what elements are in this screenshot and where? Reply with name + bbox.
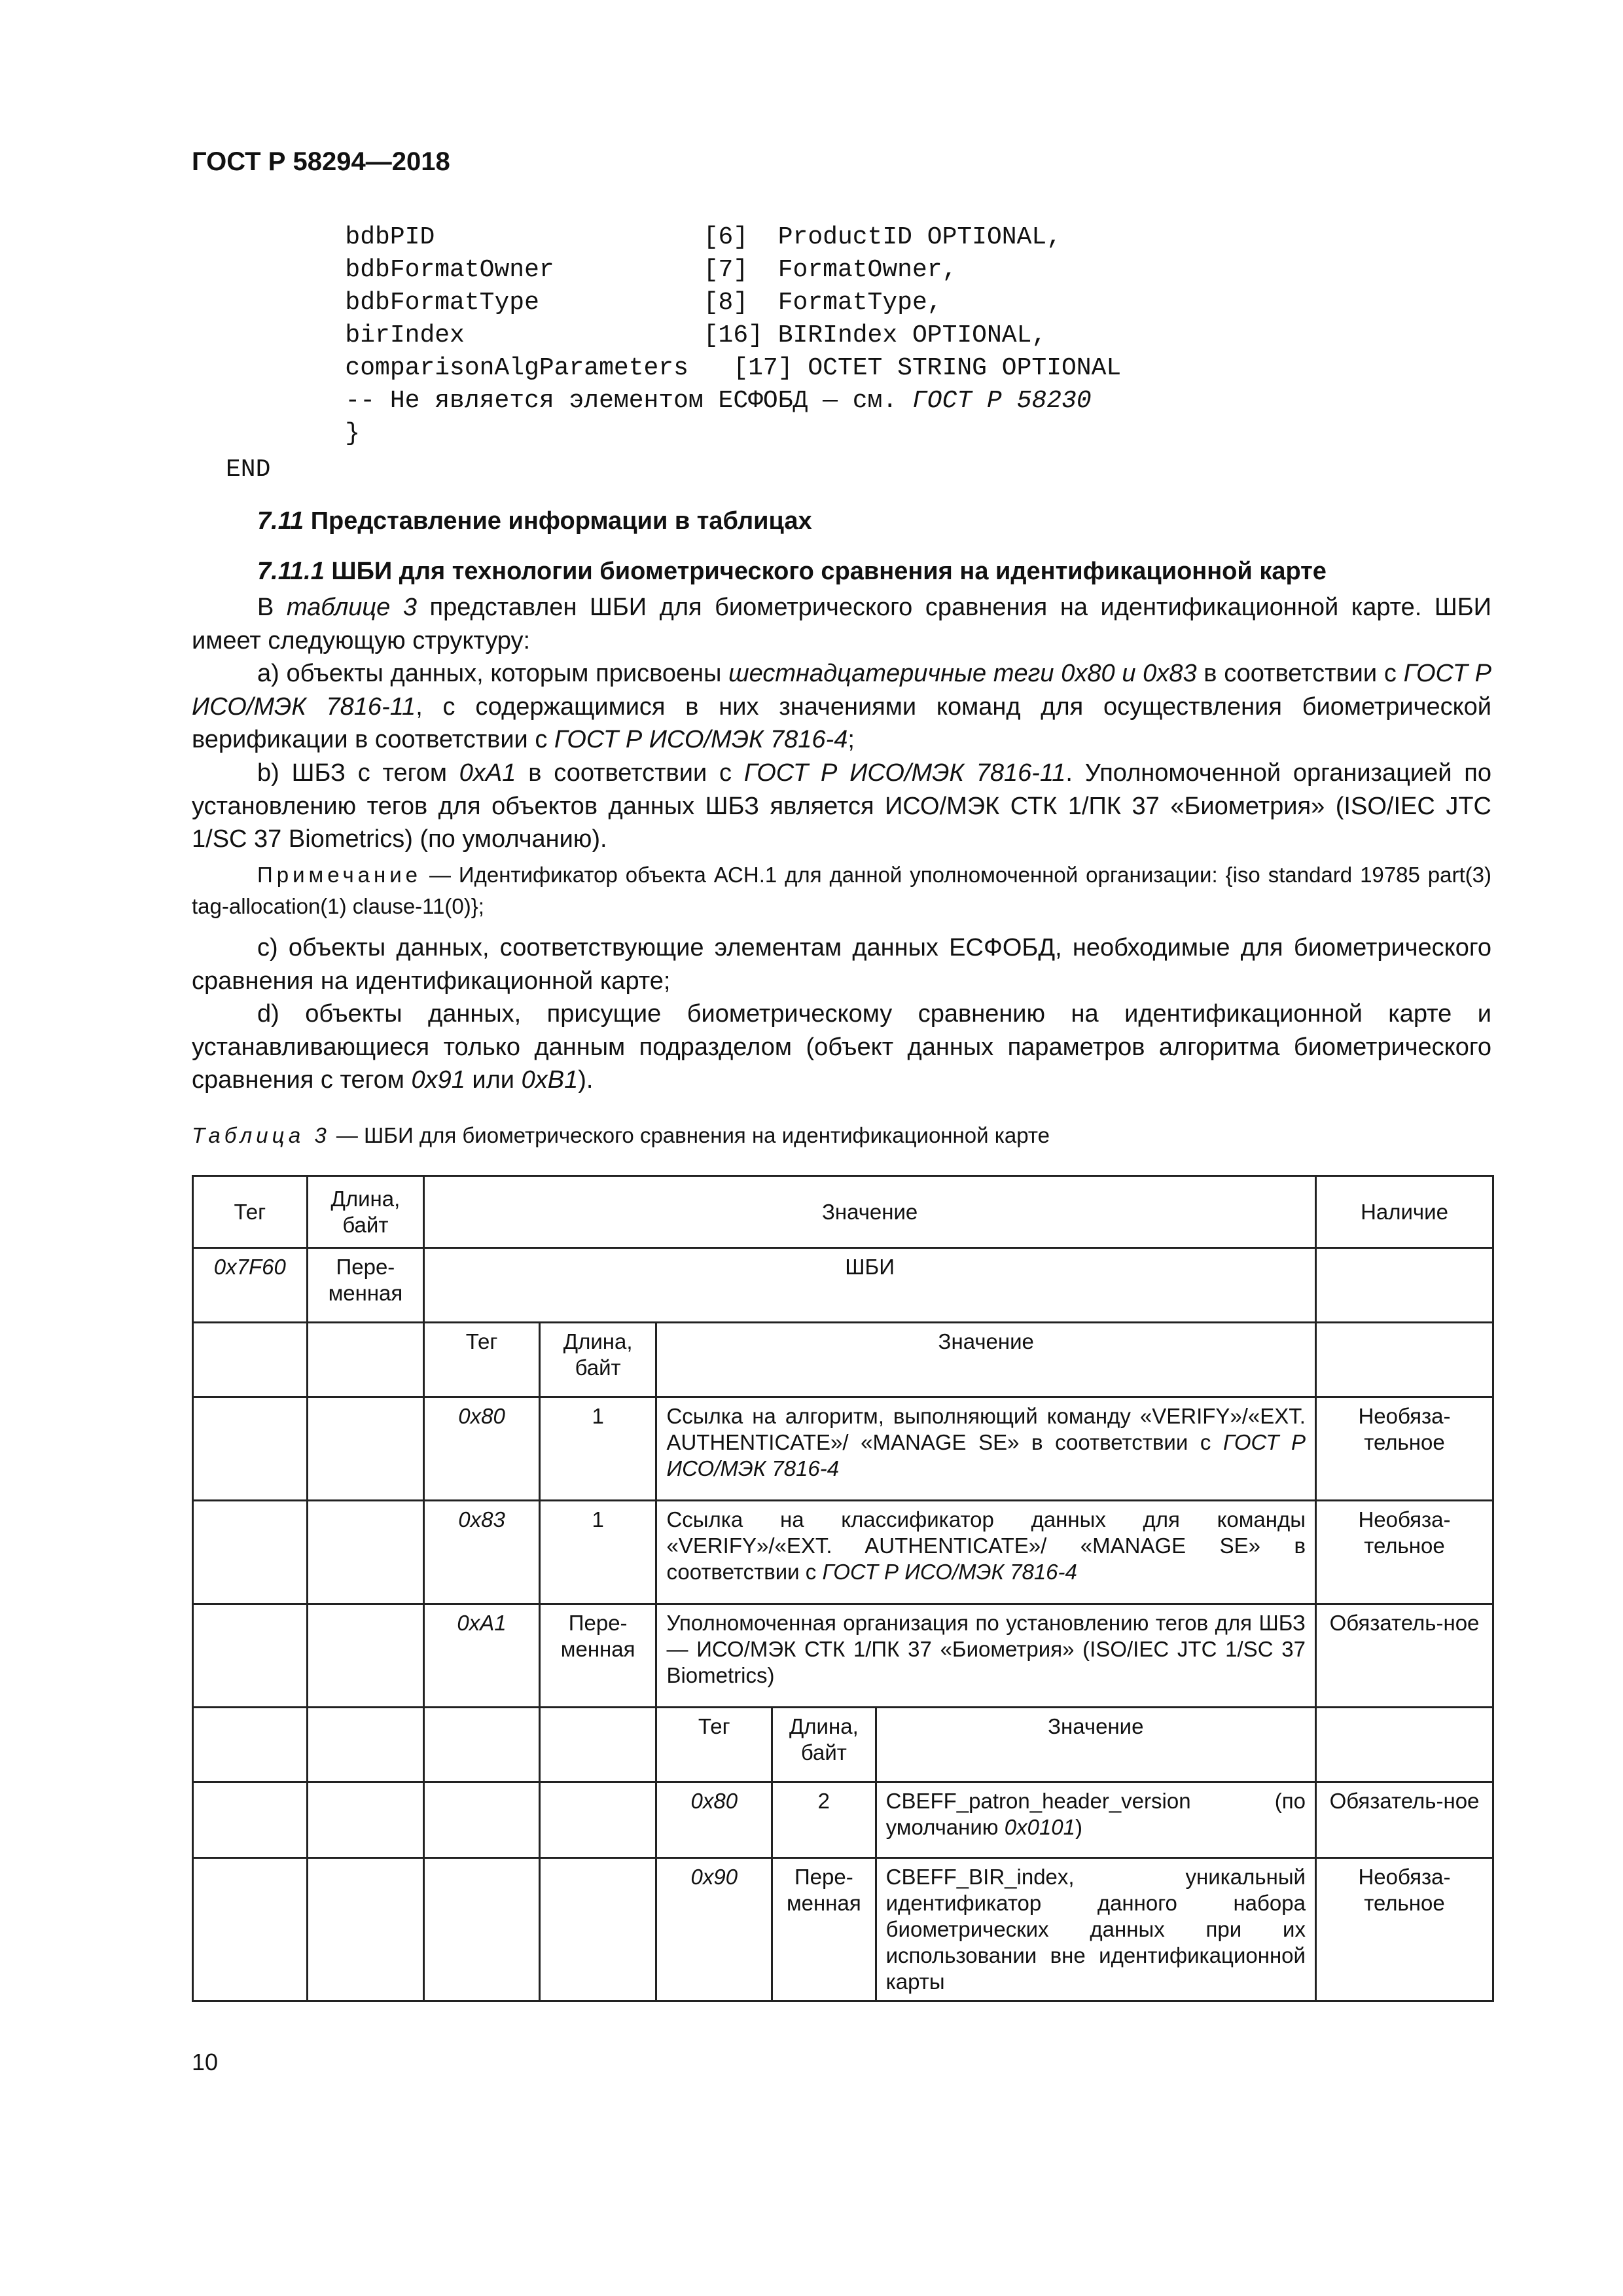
table-cell: [1315, 1323, 1493, 1397]
standard-reference: ГОСТ Р ИСО/МЭК 7816-11: [192, 660, 1491, 721]
tag-value: 0x91: [411, 1066, 465, 1094]
code-line: bdbFormatOwner [7] FormatOwner,: [226, 256, 957, 284]
code-line: bdbPID [6] ProductID OPTIONAL,: [226, 223, 1062, 251]
cell-text: Ссылка на классификатор данных для команды «VERIFY»/«EXT. AUTHENTICATE»/ «MANAGE SE» в соответствии с: [666, 1507, 1306, 1584]
text: с) объекты данных, соответствующие элементам данных ЕСФОБД, необходимые для биометрического сравнения на идентификационной карте;: [192, 934, 1491, 995]
table-cell: [1315, 1248, 1493, 1323]
table-cell: [424, 1858, 540, 2001]
code-comment-text: -- Не является элементом ЕСФОБД — см.: [226, 387, 912, 415]
note: [192, 859, 1491, 922]
tag-value: 0xA1: [459, 759, 516, 787]
table-cell: [307, 1397, 424, 1501]
table-cell: [307, 1858, 424, 2001]
table-cell: Пере-менная: [772, 1858, 876, 2001]
table-caption: [192, 1123, 1050, 1148]
table-cell: [539, 1858, 656, 2001]
table-cell: CBEFF_BIR_index, уникальный идентификатор данного набора биометрических данных при их использовании вне идентификационной карты: [876, 1858, 1315, 2001]
text: . Уполномоченной организацией по установлению тегов для объектов данных ШБЗ является ИСО/МЭК СТК 1/ПК 37 «Биометрия» (ISO/IEC JTC 1/SC 37 Biometrics) (по умолчанию).: [192, 759, 1491, 853]
section-title: Представление информации в таблицах: [304, 507, 812, 535]
text: ).: [578, 1066, 594, 1094]
table-cell: Длина, байт: [772, 1708, 876, 1782]
table-cell: 0x80: [656, 1782, 772, 1858]
default-value: 0x0101: [1004, 1815, 1075, 1839]
table-cell: 1: [539, 1501, 656, 1604]
header-cell: Значение: [424, 1176, 1316, 1248]
cell-text: Ссылка на алгоритм, выполняющий команду «VERIFY»/«EXT. AUTHENTICATE»/ «MANAGE SE» в соответствии с: [666, 1404, 1306, 1454]
code-line: }: [226, 420, 361, 448]
table-cell: 0xA1: [424, 1604, 540, 1708]
table-header-row: [193, 1176, 1493, 1248]
table-cell: [193, 1708, 308, 1782]
standard-reference: ГОСТ Р ИСО/МЭК 7816-11: [743, 759, 1066, 787]
table-cell: [539, 1782, 656, 1858]
text: представлен ШБИ для биометрического сравнения на идентификационной карте. ШБИ имеет следующую структуру:: [192, 594, 1491, 655]
table-cell: [656, 1501, 1316, 1604]
document-header: ГОСТ Р 58294—2018: [192, 147, 450, 176]
code-line-end: END: [226, 456, 271, 484]
table-row: [193, 1323, 1493, 1397]
text: а) объекты данных, которым присвоены: [257, 660, 729, 687]
list-item-c: [192, 931, 1491, 997]
table-cell: [193, 1397, 308, 1501]
section-heading-7-11: [257, 507, 812, 535]
table-cell: Обязатель-ное: [1315, 1782, 1493, 1858]
table-cell: [193, 1323, 308, 1397]
standard-reference: ГОСТ Р ИСО/МЭК 7816-4: [666, 1430, 1306, 1480]
cell-text: CBEFF_patron_header_version (по умолчанию: [885, 1789, 1306, 1839]
code-line-comment: [226, 385, 1092, 418]
table-cell: [193, 1604, 308, 1708]
text: ;: [847, 726, 855, 754]
header-cell: Тег: [193, 1176, 308, 1248]
table-cell: [876, 1782, 1315, 1858]
table-cell: [193, 1501, 308, 1604]
table-cell: [539, 1708, 656, 1782]
table-cell: Пере-менная: [539, 1604, 656, 1708]
section-heading-7-11-1: [257, 558, 1327, 586]
text: или: [465, 1066, 522, 1094]
table-cell: [193, 1782, 308, 1858]
text: d) объекты данных, присущие биометрическому сравнению на идентификационной карте и устанавливающиеся только данным подразделом (объект данных параметров алгоритма биометрического сравнения с тегом: [192, 1000, 1491, 1094]
header-cell: Наличие: [1315, 1176, 1493, 1248]
table-cell: [193, 1858, 308, 2001]
table-cell: 0x7F60: [193, 1248, 308, 1323]
text: b) ШБЗ с тегом: [257, 759, 459, 787]
table-cell: 1: [539, 1397, 656, 1501]
table-cell: [307, 1501, 424, 1604]
table-row: [193, 1782, 1493, 1858]
code-line: comparisonAlgParameters [17] OCTET STRING OPTIONAL: [226, 354, 1122, 382]
table-cell: Значение: [656, 1323, 1316, 1397]
text: В: [257, 594, 287, 621]
table-cell: [1315, 1708, 1493, 1782]
table-row: [193, 1858, 1493, 2001]
caption-text: — ШБИ для биометрического сравнения на идентификационной карте: [330, 1123, 1050, 1147]
table-cell: Обязатель-ное: [1315, 1604, 1493, 1708]
table-cell: Уполномоченная организация по установлению тегов для ШБЗ — ИСО/МЭК СТК 1/ПК 37 «Биометрия» (ISO/IEC JTC 1/SC 37 Biometrics): [656, 1604, 1316, 1708]
table-cell: 2: [772, 1782, 876, 1858]
table-row: [193, 1397, 1493, 1501]
note-label: Примечание: [257, 863, 422, 887]
paragraph-intro: [192, 591, 1491, 657]
table-cell: ШБИ: [424, 1248, 1316, 1323]
table-cell: Необяза-тельное: [1315, 1501, 1493, 1604]
table-cell: Тег: [656, 1708, 772, 1782]
standard-reference: ГОСТ Р ИСО/МЭК 7816-4: [554, 726, 848, 754]
header-cell: Длина, байт: [307, 1176, 424, 1248]
table-cell: [307, 1708, 424, 1782]
code-line: bdbFormatType [8] FormatType,: [226, 289, 942, 317]
data-table: [192, 1175, 1494, 2002]
list-item-a: [192, 657, 1491, 757]
code-line: birIndex [16] BIRIndex OPTIONAL,: [226, 321, 1047, 350]
asn1-code-block: [226, 221, 1469, 496]
table-row: [193, 1248, 1493, 1323]
table-reference: таблице 3: [286, 594, 417, 621]
table-cell: [307, 1782, 424, 1858]
section-number: 7.11.1: [257, 558, 325, 585]
note-text: — Идентификатор объекта АСН.1 для данной уполномоченной организации: {iso standard 19785 part(3) tag-allocation(1) clause-11(0)};: [192, 863, 1491, 918]
table-row: [193, 1501, 1493, 1604]
table-cell: Необяза-тельное: [1315, 1397, 1493, 1501]
cell-text: ): [1075, 1815, 1082, 1839]
table-cell: Значение: [876, 1708, 1315, 1782]
table-cell: 0x80: [424, 1397, 540, 1501]
section-title: ШБИ для технологии биометрического сравнения на идентификационной карте: [324, 558, 1327, 585]
caption-label: Таблица 3: [192, 1123, 330, 1147]
table-cell: [307, 1323, 424, 1397]
table-cell: [656, 1397, 1316, 1501]
table-cell: [424, 1708, 540, 1782]
tag-value: 0xB1: [521, 1066, 579, 1094]
text: , с содержащимися в них значениями команд для осуществления биометрической верификации в соответствии с: [192, 692, 1491, 754]
table-row: [193, 1708, 1493, 1782]
section-number: 7.11: [257, 507, 304, 535]
list-item-b: [192, 757, 1491, 856]
list-item-d: [192, 997, 1491, 1097]
page-number: 10: [192, 2049, 219, 2075]
table-cell: Длина, байт: [539, 1323, 656, 1397]
table-cell: [307, 1604, 424, 1708]
table-cell: Необяза-тельное: [1315, 1858, 1493, 2001]
table-cell: Пере-менная: [307, 1248, 424, 1323]
table-cell: Тег: [424, 1323, 540, 1397]
code-comment-ref: ГОСТ Р 58230: [912, 387, 1092, 415]
text: в соответствии с: [1196, 660, 1404, 687]
table-cell: 0x83: [424, 1501, 540, 1604]
table-cell: 0x90: [656, 1858, 772, 2001]
standard-reference: ГОСТ Р ИСО/МЭК 7816-4: [822, 1560, 1077, 1584]
text: в соответствии с: [516, 759, 744, 787]
table-row: [193, 1604, 1493, 1708]
emphasis: шестнадцатеричные теги 0x80 и 0x83: [728, 660, 1197, 687]
table-cell: [424, 1782, 540, 1858]
